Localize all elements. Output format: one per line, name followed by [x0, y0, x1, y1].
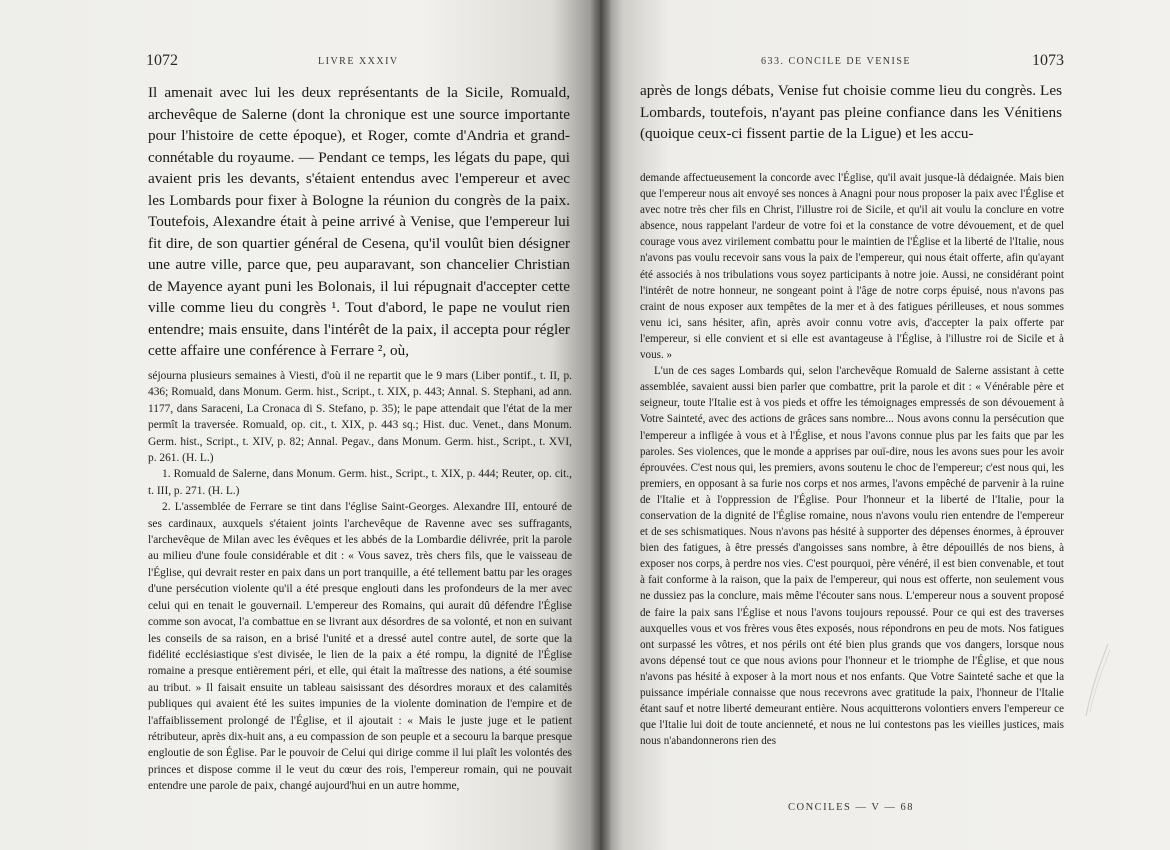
footnote-1: 1. Romuald de Salerne, dans Monum. Germ. hist., Script., t. XIX, p. 444; Reuter, op. cit., t. III, p. 271. (H. L.) — [148, 468, 572, 497]
body-paragraph-left: Il amenait avec lui les deux représentants de la Sicile, Romuald, archevêque de Salerne (dont la chronique est une source importante pour l'histoire de cette époque), et Roger, comte d'Andria et grand-connétable du royaume. — Pendant ce temps, les légats du pape, qui avaient pris les devants, s'étaient entendus avec l'empereur et avec les Lombards pour fixer à Bologne la réunion du congrès de la paix. Toutefois, Alexandre était à peine arrivé à Venise, que l'empereur lui fit dire, de son quartier général de Cesena, qu'il voulût bien désigner une autre ville, parce que, peu auparavant, son chancelier Christian de Mayence ayant puni les Bolonais, il lui répugnait d'accepter cette ville comme lieu du congrès ¹. Tout d'abord, le pape ne voulut rien entendre; mais ensuite, dans l'intérêt de la paix, il accepta pour régler cette affaire une conférence à Ferrare ², où, — [148, 84, 570, 359]
footnote-continuation-right: demande affectueusement la concorde avec l'Église, qu'il avait jusque-là dédaignée. Mais bien que l'empereur nous ait envoyé ses nonces à Anagni pour nous proposer la paix avec l'Église et avec notre très cher fils en Christ, l'illustre roi de Sicile, et qu'il ait voulu la conclure en votre absence, nous rappelant l'ardeur de votre foi et la constance de votre dévouement, et de quel courage vous avez virilement combattu pour le maintien de l'Église et la liberté de l'Italie, nous n'avons pas voulu recevoir sans vous la paix de l'empereur, qui nous était offerte, afin qu'ayant été associés à nos tribulations vous soyez participants à notre joie. Aussi, ne considérant point l'intérêt de notre honneur, ne songeant point à l'âge de notre corps épuisé, nous n'avons pas craint de nous exposer aux tempêtes de la mer et à des fatigues périlleuses, et nous sommes venu ici, sans hésiter, afin, après avoir connu votre avis, d'accepter la paix offerte par l'empereur, si elle convient et si elle est avantageuse à l'Église, à l'illustre roi de Sicile et à vous. » — [640, 172, 1064, 362]
page-number-left: 1072 — [146, 52, 178, 69]
footnotes-right — [640, 170, 1064, 749]
main-text-left — [148, 82, 570, 362]
main-text-right — [640, 80, 1062, 145]
running-head-right: 633. CONCILE DE VENISE — [761, 56, 912, 67]
page-number-right: 1073 — [1032, 52, 1064, 69]
footnotes-left — [148, 368, 572, 795]
book-gutter-shadow — [590, 0, 612, 850]
signature-mark: CONCILES — V — 68 — [788, 802, 915, 813]
right-page — [600, 0, 1170, 850]
running-head-left: LIVRE XXXIV — [318, 56, 399, 67]
body-paragraph-right: après de longs débats, Venise fut choisie comme lieu du congrès. Les Lombards, toutefois, n'ayant pas pleine confiance dans les Vénitiens (quoique ceux-ci fissent partie de la Ligue) et les accu- — [640, 82, 1062, 142]
pencil-mark-icon — [1080, 640, 1114, 720]
footnote-lombard-speech: L'un de ces sages Lombards qui, selon l'archevêque Romuald de Salerne assistant à cette assemblée, savaient aussi bien parler que combattre, prit la parole et dit : « Vénérable père et seigneur, toute l'Italie est à vos pieds et offre les témoignages empressés de son dévouement à Votre Sainteté, avec des actions de grâces sans nombre... Nous avons connu la persécution que l'empereur a infligée à vous et à l'Église, et nous l'avons connue plus par les faits que par les paroles. Ses violences, que le monde a apprises par ouï-dire, nous les avons sues pour les avoir éprouvées. C'est nous qui, les premiers, avons soutenu le choc de l'empereur; c'est nous qui, les premiers, en opposant à sa furie nos corps et nos armes, l'avons empêché de parvenir à la ruine de l'Italie et à l'oppression de l'Église. Pour l'honneur et la liberté de l'Italie, pour la conservation de la dignité de l'Église romaine, nous n'avons voulu rien entendre de l'empereur et de ses schismatiques. Nous n'avons pas hésité à supporter des dépenses énormes, à éprouver bien des fatigues, à être pressés d'angoisses sans nombre, à être dépouillés de nos biens, à exposer nos corps, à perdre nos vies. C'est pourquoi, père vénéré, il est bien convenable, et tout à fait conforme à la raison, que la paix de l'empereur, qui nous est offerte, non seulement vous ne dussiez pas la conclure, mais même l'écouter sans nous. L'empereur nous a souvent proposé de faire la paix sans l'Église et nous l'avons toujours repoussé. Pour ce qui est des traverses auxquelles vous et vos frères vous êtes exposés, nous répondrons en peu de mots. Nos fatigues ont surpassé les vôtres, et nos périls ont été bien plus grands que vos dangers, lorsque nous avons dépensé tout ce que nous avions pour l'honneur et le triomphe de l'Église, et que nous n'avons pas hésité à exposer à la mort nous et nos enfants. Que Votre Sainteté sache et que la puissance impériale connaisse que nous recevrons avec gratitude la paix, l'honneur de l'Italie étant sauf et notre liberté demeurant entière. Nous acquitterons volontiers envers l'empereur ce que l'Italie lui doit de toute ancienneté, et nous ne lui contestons pas les vieilles justices, mais nous n'abandonnerons rien des — [640, 365, 1064, 748]
footnote-2: 2. L'assemblée de Ferrare se tint dans l'église Saint-Georges. Alexandre III, entouré de ses cardinaux, auxquels s'étaient joints l'archevêque de Ravenne avec ses suffragants, l'archevêque de Milan avec les évêques et les abbés de la Lombardie délivrée, prit la parole au milieu d'une foule considérable et dit : « Vous savez, très chers fils, que le vaisseau de l'Église, qui devrait rester en paix dans un port tranquille, a été tellement battu par les orages d'une persécution violente qu'il a été presque englouti dans les profondeurs de la mer avec celui qui en tenait le gouvernail. L'empereur des Romains, qui aurait dû défendre l'Église comme son avocat, l'a combattue en se livrant aux désordres de sa volonté, et non en suivant les conseils de sa raison, en a brisé l'unité et a dressé autel contre autel, de sorte que la fidélité ecclésiastique s'est divisée, le lien de la paix a été rompu, la dignité de l'Église romaine a presque entièrement péri, et elle, qui était la maîtresse des nations, a été soumise au tribut. » Il faisait ensuite un tableau saisissant des désordres moraux et des calamités publiques qui avaient été les suites impunies de la violente domination de l'empire et de l'affaiblissement prolongé de l'Église, et il ajoutait : « Mais le juste juge et le patient rétributeur, après dix-huit ans, a eu compassion de son peuple et a secouru la barque presque engloutie de son Église. Par le pouvoir de Celui qui dirige comme il lui plaît les volontés des princes et dispose comme il le veut du cœur des rois, l'empereur romain, qui ne pouvait entendre une parole de paix, changé aujourd'hui en un autre homme, — [148, 501, 572, 793]
footnote-continuation: séjourna plusieurs semaines à Viesti, d'où il ne repartit que le 9 mars (Liber pontif., t. II, p. 436; Romuald, dans Monum. Germ. hist., Script., t. XIX, p. 443; Annal. S. Stephani, ad ann. 1177, dans Saraceni, La Cronaca di S. Stefano, p. 35); le pape attendait que l'état de la mer permît la traversée. Romuald, op. cit., t. XIX, p. 443 sq.; Hist. duc. Venet., dans Monum. Germ. hist., Script., t. XIV, p. 82; Annal. Pegav., dans Monum. Germ. hist., Script., t. XVI, p. 261. (H. L.) — [148, 370, 572, 465]
